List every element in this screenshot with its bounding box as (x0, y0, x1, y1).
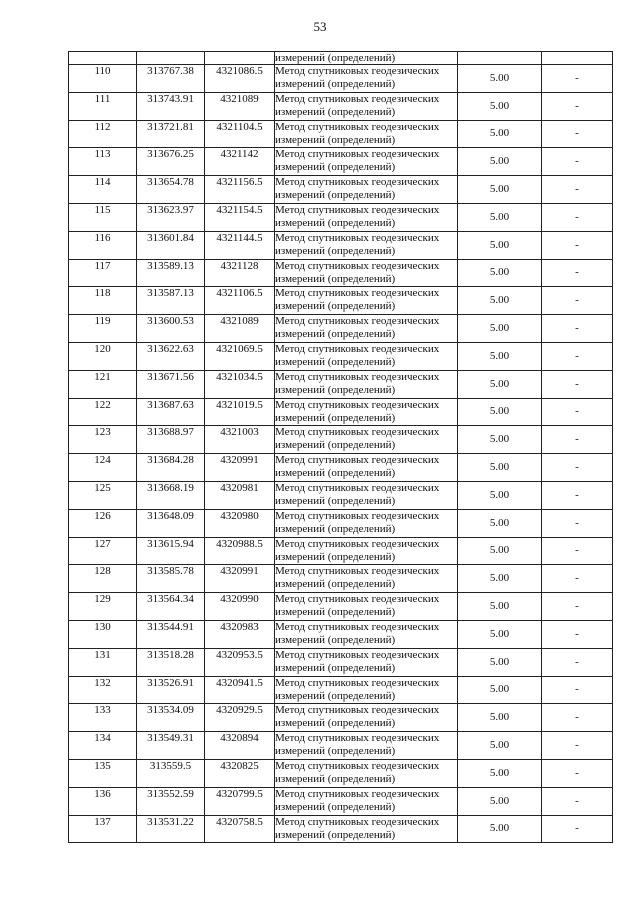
table-row (69, 648, 613, 676)
y-coordinate-cell: 4321069.5 (205, 342, 275, 370)
method-line-1: Метод спутниковых геодезических (275, 120, 440, 133)
point-number-cell: 113 (69, 148, 137, 176)
extra-cell: - (542, 148, 613, 176)
method-cell (275, 370, 458, 398)
accuracy-cell: 5.00 (458, 120, 542, 148)
extra-cell (542, 52, 613, 65)
method-line-1: Метод спутниковых геодезических (275, 648, 440, 661)
x-coordinate-cell: 313668.19 (137, 481, 205, 509)
method-line-1: Метод спутниковых геодезических (275, 148, 440, 161)
extra-cell: - (542, 315, 613, 343)
x-coordinate-cell: 313654.78 (137, 176, 205, 204)
table-row (69, 787, 613, 815)
extra-cell: - (542, 259, 613, 287)
extra-cell: - (542, 176, 613, 204)
method-cell (275, 120, 458, 148)
method-cell (275, 704, 458, 732)
accuracy-cell: 5.00 (458, 259, 542, 287)
y-coordinate-cell: 4320990 (205, 593, 275, 621)
accuracy-cell: 5.00 (458, 342, 542, 370)
x-coordinate-cell: 313600.53 (137, 315, 205, 343)
x-coordinate-cell: 313552.59 (137, 787, 205, 815)
extra-cell: - (542, 342, 613, 370)
method-line-1: Метод спутниковых геодезических (275, 398, 440, 411)
method-cell (275, 287, 458, 315)
y-coordinate-cell: 4320981 (205, 481, 275, 509)
point-number-cell: 128 (69, 565, 137, 593)
x-coordinate-cell (137, 52, 205, 65)
table-row (69, 120, 613, 148)
y-coordinate-cell: 4321089 (205, 315, 275, 343)
method-line-1: Метод спутниковых геодезических (275, 565, 440, 578)
method-line-1: Метод спутниковых геодезических (275, 787, 440, 800)
accuracy-cell: 5.00 (458, 565, 542, 593)
method-cell (275, 537, 458, 565)
point-number-cell: 118 (69, 287, 137, 315)
x-coordinate-cell: 313518.28 (137, 648, 205, 676)
point-number-cell: 116 (69, 231, 137, 259)
method-cell (275, 593, 458, 621)
y-coordinate-cell: 4321034.5 (205, 370, 275, 398)
method-line-2: измерений (определений) (275, 745, 396, 758)
accuracy-cell: 5.00 (458, 620, 542, 648)
method-line-2: измерений (определений) (275, 133, 396, 146)
method-line-1: Метод спутниковых геодезических (275, 342, 440, 355)
table-row (69, 565, 613, 593)
extra-cell: - (542, 231, 613, 259)
point-number-cell (69, 52, 137, 65)
method-line-1: Метод спутниковых геодезических (275, 732, 440, 745)
method-line-2: измерений (определений) (275, 550, 396, 563)
x-coordinate-cell: 313676.25 (137, 148, 205, 176)
method-line-1: Метод спутниковых геодезических (275, 676, 440, 689)
table-row (69, 231, 613, 259)
extra-cell: - (542, 203, 613, 231)
table-row (69, 176, 613, 204)
table-row (69, 620, 613, 648)
method-cell (275, 759, 458, 787)
method-cell (275, 342, 458, 370)
point-number-cell: 123 (69, 426, 137, 454)
method-line-1: Метод спутниковых геодезических (275, 315, 440, 328)
point-number-cell: 137 (69, 815, 137, 843)
continuation-row (69, 52, 613, 65)
table-row (69, 676, 613, 704)
method-line-1: Метод спутниковых геодезических (275, 426, 440, 439)
y-coordinate-cell (205, 52, 275, 65)
accuracy-cell: 5.00 (458, 231, 542, 259)
table-row (69, 203, 613, 231)
method-line-1: Метод спутниковых геодезических (275, 259, 440, 272)
method-line-1: Метод спутниковых геодезических (275, 176, 440, 189)
method-line-2: измерений (определений) (275, 355, 396, 368)
extra-cell: - (542, 565, 613, 593)
point-number-cell: 111 (69, 92, 137, 120)
method-line-1: Метод спутниковых геодезических (275, 287, 440, 300)
accuracy-cell: 5.00 (458, 426, 542, 454)
method-cell (275, 176, 458, 204)
extra-cell: - (542, 620, 613, 648)
point-number-cell: 126 (69, 509, 137, 537)
extra-cell: - (542, 593, 613, 621)
table-row (69, 398, 613, 426)
y-coordinate-cell: 4320758.5 (205, 815, 275, 843)
method-line-2: измерений (определений) (275, 772, 396, 785)
y-coordinate-cell: 4321086.5 (205, 65, 275, 93)
method-line-2: измерений (определений) (275, 522, 396, 535)
method-line-2: измерений (определений) (275, 78, 396, 90)
table-row (69, 426, 613, 454)
table-row (69, 704, 613, 732)
method-line-1: Метод спутниковых геодезических (275, 593, 440, 606)
method-line-2: измерений (определений) (275, 328, 396, 341)
x-coordinate-cell: 313687.63 (137, 398, 205, 426)
accuracy-cell: 5.00 (458, 509, 542, 537)
y-coordinate-cell: 4321144.5 (205, 231, 275, 259)
y-coordinate-cell: 4321128 (205, 259, 275, 287)
page-number: 53 (313, 19, 327, 34)
method-cell (275, 65, 458, 93)
method-line-2: измерений (определений) (275, 439, 396, 452)
table-body (69, 52, 613, 843)
accuracy-cell: 5.00 (458, 704, 542, 732)
method-cell (275, 259, 458, 287)
method-cell (275, 231, 458, 259)
method-cell (275, 315, 458, 343)
method-line-1: Метод спутниковых геодезических (275, 481, 440, 494)
y-coordinate-cell: 4320988.5 (205, 537, 275, 565)
y-coordinate-cell: 4321019.5 (205, 398, 275, 426)
table-row (69, 92, 613, 120)
point-number-cell: 110 (69, 65, 137, 93)
method-line-1: Метод спутниковых геодезических (275, 759, 440, 772)
method-line-1: Метод спутниковых геодезических (275, 65, 440, 77)
method-cell (275, 203, 458, 231)
method-cell (275, 398, 458, 426)
point-number-cell: 133 (69, 704, 137, 732)
y-coordinate-cell: 4321142 (205, 148, 275, 176)
point-number-cell: 134 (69, 732, 137, 760)
y-coordinate-cell: 4321154.5 (205, 203, 275, 231)
y-coordinate-cell: 4320825 (205, 759, 275, 787)
method-line-2: измерений (определений) (275, 105, 396, 118)
x-coordinate-cell: 313743.91 (137, 92, 205, 120)
method-line-1: Метод спутниковых геодезических (275, 92, 440, 105)
accuracy-cell: 5.00 (458, 370, 542, 398)
extra-cell: - (542, 732, 613, 760)
y-coordinate-cell: 4320799.5 (205, 787, 275, 815)
method-line-2: измерений (определений) (275, 661, 396, 674)
y-coordinate-cell: 4320929.5 (205, 704, 275, 732)
y-coordinate-cell: 4321104.5 (205, 120, 275, 148)
table-row (69, 287, 613, 315)
x-coordinate-cell: 313721.81 (137, 120, 205, 148)
y-coordinate-cell: 4320991 (205, 565, 275, 593)
point-number-cell: 129 (69, 593, 137, 621)
table-row (69, 65, 613, 93)
table-row (69, 315, 613, 343)
point-number-cell: 115 (69, 203, 137, 231)
point-number-cell: 131 (69, 648, 137, 676)
table-row (69, 593, 613, 621)
point-number-cell: 130 (69, 620, 137, 648)
extra-cell: - (542, 759, 613, 787)
x-coordinate-cell: 313615.94 (137, 537, 205, 565)
table-row (69, 259, 613, 287)
table-row (69, 342, 613, 370)
method-cell (275, 565, 458, 593)
method-line-1: Метод спутниковых геодезических (275, 454, 440, 467)
extra-cell: - (542, 704, 613, 732)
extra-cell: - (542, 481, 613, 509)
method-line-2: измерений (определений) (275, 161, 396, 174)
point-number-cell: 125 (69, 481, 137, 509)
accuracy-cell (458, 52, 542, 65)
point-number-cell: 117 (69, 259, 137, 287)
method-line-1: Метод спутниковых геодезических (275, 537, 440, 550)
method-line-2: измерений (определений) (275, 717, 396, 730)
extra-cell: - (542, 537, 613, 565)
accuracy-cell: 5.00 (458, 176, 542, 204)
accuracy-cell: 5.00 (458, 287, 542, 315)
point-number-cell: 114 (69, 176, 137, 204)
method-cell: измерений (определений) (275, 52, 458, 65)
method-line-2: измерений (определений) (275, 383, 396, 396)
method-cell (275, 148, 458, 176)
x-coordinate-cell: 313549.31 (137, 732, 205, 760)
extra-cell: - (542, 65, 613, 93)
table-row (69, 759, 613, 787)
method-line-2: измерений (определений) (275, 828, 396, 841)
method-cell (275, 509, 458, 537)
method-cell (275, 426, 458, 454)
method-line-2: измерений (определений) (275, 689, 396, 702)
table-row (69, 815, 613, 843)
method-line-2: измерений (определений) (275, 467, 396, 480)
x-coordinate-cell: 313526.91 (137, 676, 205, 704)
accuracy-cell: 5.00 (458, 398, 542, 426)
point-number-cell: 119 (69, 315, 137, 343)
method-line-1: Метод спутниковых геодезических (275, 704, 440, 717)
x-coordinate-cell: 313534.09 (137, 704, 205, 732)
accuracy-cell: 5.00 (458, 454, 542, 482)
method-cell (275, 732, 458, 760)
y-coordinate-cell: 4320941.5 (205, 676, 275, 704)
accuracy-cell: 5.00 (458, 537, 542, 565)
point-number-cell: 120 (69, 342, 137, 370)
accuracy-cell: 5.00 (458, 676, 542, 704)
x-coordinate-cell: 313587.13 (137, 287, 205, 315)
method-cell (275, 454, 458, 482)
accuracy-cell: 5.00 (458, 481, 542, 509)
method-cell (275, 620, 458, 648)
y-coordinate-cell: 4321003 (205, 426, 275, 454)
extra-cell: - (542, 787, 613, 815)
extra-cell: - (542, 509, 613, 537)
method-line-2: измерений (определений) (275, 216, 396, 229)
table-row (69, 537, 613, 565)
point-number-cell: 124 (69, 454, 137, 482)
method-line-1: Метод спутниковых геодезических (275, 231, 440, 244)
method-line-1: Метод спутниковых геодезических (275, 815, 440, 828)
x-coordinate-cell: 313564.34 (137, 593, 205, 621)
method-line-2: измерений (определений) (275, 300, 396, 313)
extra-cell: - (542, 92, 613, 120)
method-line-1: Метод спутниковых геодезических (275, 509, 440, 522)
accuracy-cell: 5.00 (458, 148, 542, 176)
method-cell (275, 787, 458, 815)
x-coordinate-cell: 313767.38 (137, 65, 205, 93)
method-line-2: измерений (определений) (275, 244, 396, 257)
x-coordinate-cell: 313622.63 (137, 342, 205, 370)
y-coordinate-cell: 4321089 (205, 92, 275, 120)
extra-cell: - (542, 426, 613, 454)
point-number-cell: 132 (69, 676, 137, 704)
accuracy-cell: 5.00 (458, 92, 542, 120)
method-line-1: Метод спутниковых геодезических (275, 620, 440, 633)
method-line-1: Метод спутниковых геодезических (275, 203, 440, 216)
x-coordinate-cell: 313623.97 (137, 203, 205, 231)
y-coordinate-cell: 4321156.5 (205, 176, 275, 204)
point-number-cell: 112 (69, 120, 137, 148)
accuracy-cell: 5.00 (458, 203, 542, 231)
method-line-2: измерений (определений) (275, 578, 396, 591)
extra-cell: - (542, 287, 613, 315)
method-line-1: Метод спутниковых геодезических (275, 370, 440, 383)
accuracy-cell: 5.00 (458, 787, 542, 815)
y-coordinate-cell: 4321106.5 (205, 287, 275, 315)
accuracy-cell: 5.00 (458, 648, 542, 676)
method-cell (275, 676, 458, 704)
table-row (69, 370, 613, 398)
x-coordinate-cell: 313544.91 (137, 620, 205, 648)
y-coordinate-cell: 4320991 (205, 454, 275, 482)
point-number-cell: 121 (69, 370, 137, 398)
x-coordinate-cell: 313531.22 (137, 815, 205, 843)
x-coordinate-cell: 313601.84 (137, 231, 205, 259)
x-coordinate-cell: 313671.56 (137, 370, 205, 398)
method-cell (275, 92, 458, 120)
coordinates-table (68, 51, 613, 843)
y-coordinate-cell: 4320983 (205, 620, 275, 648)
point-number-cell: 127 (69, 537, 137, 565)
table-row (69, 732, 613, 760)
accuracy-cell: 5.00 (458, 65, 542, 93)
extra-cell: - (542, 648, 613, 676)
table-row (69, 454, 613, 482)
x-coordinate-cell: 313688.97 (137, 426, 205, 454)
extra-cell: - (542, 398, 613, 426)
method-line-2: измерений (определений) (275, 494, 396, 507)
x-coordinate-cell: 313648.09 (137, 509, 205, 537)
method-line-2: измерений (определений) (275, 189, 396, 202)
x-coordinate-cell: 313559.5 (137, 759, 205, 787)
x-coordinate-cell: 313684.28 (137, 454, 205, 482)
x-coordinate-cell: 313589.13 (137, 259, 205, 287)
accuracy-cell: 5.00 (458, 593, 542, 621)
table-row (69, 509, 613, 537)
method-cell (275, 481, 458, 509)
table-row (69, 481, 613, 509)
extra-cell: - (542, 676, 613, 704)
y-coordinate-cell: 4320953.5 (205, 648, 275, 676)
point-number-cell: 122 (69, 398, 137, 426)
accuracy-cell: 5.00 (458, 815, 542, 843)
method-cell (275, 815, 458, 843)
method-cell (275, 648, 458, 676)
method-line-2: измерений (определений) (275, 272, 396, 285)
point-number-cell: 135 (69, 759, 137, 787)
method-line-2: измерений (определений) (275, 633, 396, 646)
method-line-2: измерений (определений) (275, 800, 396, 813)
method-line-2: измерений (определений) (275, 606, 396, 619)
y-coordinate-cell: 4320980 (205, 509, 275, 537)
accuracy-cell: 5.00 (458, 315, 542, 343)
extra-cell: - (542, 454, 613, 482)
x-coordinate-cell: 313585.78 (137, 565, 205, 593)
method-line-2: измерений (определений) (275, 411, 396, 424)
point-number-cell: 136 (69, 787, 137, 815)
table-row (69, 148, 613, 176)
extra-cell: - (542, 120, 613, 148)
accuracy-cell: 5.00 (458, 732, 542, 760)
y-coordinate-cell: 4320894 (205, 732, 275, 760)
extra-cell: - (542, 370, 613, 398)
extra-cell: - (542, 815, 613, 843)
accuracy-cell: 5.00 (458, 759, 542, 787)
